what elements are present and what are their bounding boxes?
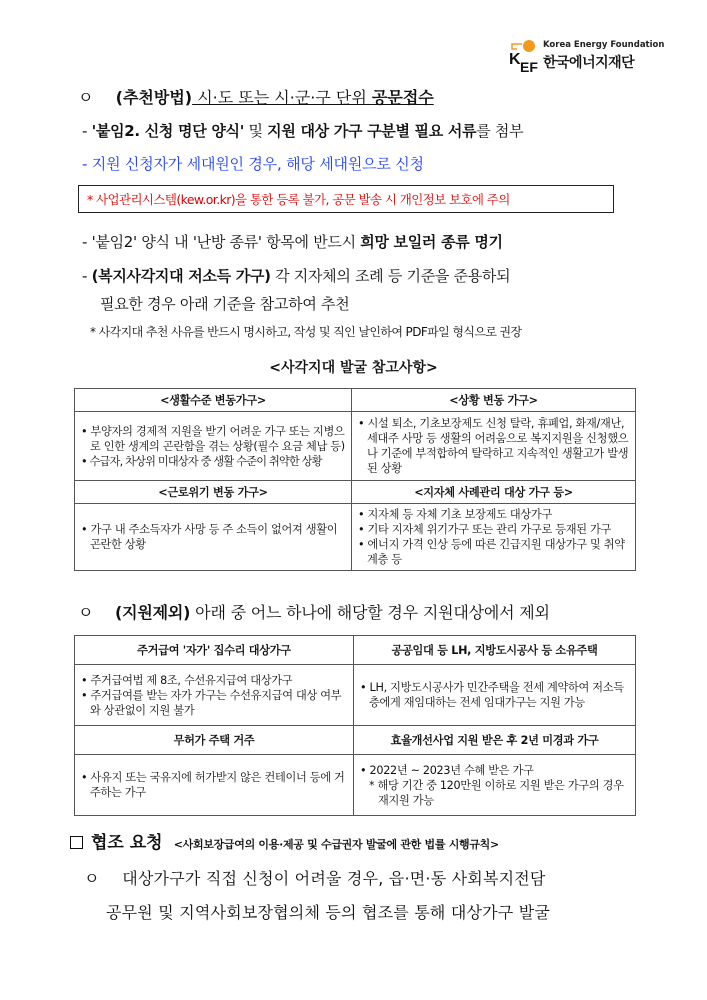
- attachment-and: 및: [244, 122, 268, 140]
- list-item: • 에너지 가격 인상 등에 따른 긴급지원 대상가구 및 취약계층 등: [358, 538, 625, 566]
- list-item-note: * 해당 기간 중 120만원 이하로 지원 받은 가구의 경우 재지원 가능: [369, 778, 624, 807]
- table2-cell-housing-benefit: [75, 665, 354, 726]
- attachment-line: [82, 120, 523, 141]
- recommend-method-line: [78, 85, 434, 108]
- table1-header-situation: <상황 변동 가구>: [352, 389, 636, 412]
- dash: -: [82, 122, 92, 140]
- table1-cell-situation: [352, 412, 636, 481]
- list-item: • 주거급여를 받는 자가 가구는 수선유지급여 대상 여부와 상관없이 지원 불가: [81, 688, 342, 717]
- bullet-o: ㅇ: [78, 88, 94, 107]
- checkbox-square-icon: [70, 836, 83, 849]
- coop-request-heading: [70, 828, 499, 853]
- welfare-blind-spot-label: (복지사각지대 저소득 가구): [91, 267, 271, 285]
- household-member-note: - 지원 신청자가 세대원인 경우, 해당 세대원으로 신청: [82, 155, 424, 173]
- table2-cell-efficiency: [354, 755, 636, 816]
- list-item: • 사유지 또는 국유지에 허가받지 않은 컨테이너 등에 거주하는 가구: [81, 771, 345, 799]
- table1-cell-living: [75, 412, 352, 481]
- table1-header-living: <생활수준 변동가구>: [75, 389, 352, 412]
- blind-spot-reference-title: <사각지대 발굴 참고사항>: [269, 360, 438, 376]
- coop-request-text-1: 대상가구가 직접 신청이 어려울 경우, 읍·면·동 사회복지전담: [122, 869, 546, 888]
- exclusion-text: 아래 중 어느 하나에 해당할 경우 지원대상에서 제외: [190, 603, 550, 622]
- heating-type-line: [82, 231, 503, 252]
- blind-spot-reference-table: [74, 388, 636, 571]
- dash: -: [82, 267, 92, 285]
- recommend-method-desc: 시·도 또는 시·군·구 단위: [192, 88, 372, 107]
- table1-header-work: <근로위기 변동 가구>: [75, 481, 352, 504]
- attachment-form-name: '붙임2. 신청 명단 양식': [91, 122, 245, 140]
- kef-logo-icon: [509, 40, 539, 74]
- list-item: • 주거급여법 제 8조, 수선유지급여 대상가구: [81, 673, 293, 687]
- exclusion-table: [74, 635, 636, 816]
- table2-cell-public-rental: [354, 665, 636, 726]
- recommend-method-emphasis: 공문접수: [371, 88, 434, 107]
- logo-korean-name: 한국에너지재단: [543, 55, 635, 71]
- attachment-end: 를 첨부: [476, 122, 524, 140]
- exclusion-label: (지원제외): [115, 603, 191, 622]
- coop-request-line-1: [84, 866, 546, 889]
- list-item: • 2022년 ~ 2023년 수혜 받은 가구: [360, 763, 534, 777]
- coop-request-line-2: 공무원 및 지역사회보장협의체 등의 협조를 통해 대상가구 발굴: [106, 903, 551, 922]
- list-item: • 수급자, 차상위 미대상자 중 생활 수준이 취약한 상황: [81, 454, 322, 468]
- welfare-blind-spot-line-2: 필요한 경우 아래 기준을 참고하여 추천: [100, 295, 350, 313]
- table2-header-efficiency: 효율개선사업 지원 받은 후 2년 미경과 가구: [354, 726, 636, 755]
- table2-header-housing-benefit: 주거급여 '자가' 집수리 대상가구: [75, 636, 354, 665]
- heating-type-emphasis: 희망 보일러 종류 명기: [360, 233, 503, 251]
- attachment-docs: 지원 대상 가구 구분별 필요 서류: [267, 122, 477, 140]
- list-item: • 가구 내 주소득자가 사망 등 주 소득이 없어져 생활이 곤란한 상황: [81, 523, 338, 551]
- svg-text:K: K: [509, 51, 521, 68]
- coop-request-law-ref: <사회보장급여의 이용·제공 및 수급권자 발굴에 관한 법률 시행규칙>: [173, 838, 499, 851]
- coop-request-title: 협조 요청: [91, 833, 163, 853]
- bullet-o: ㅇ: [78, 603, 94, 622]
- recommend-method-text: [192, 88, 434, 107]
- table2-header-public-rental: 공공임대 등 LH, 지방도시공사 등 소유주택: [354, 636, 636, 665]
- welfare-blind-spot-line: [82, 265, 510, 286]
- table2-header-unlicensed: 무허가 주택 거주: [75, 726, 354, 755]
- table1-header-local: <지자체 사례관리 대상 가구 등>: [352, 481, 636, 504]
- list-item: • LH, 지방도시공사가 민간주택을 전세 계약하여 저소득층에게 재임대하는 전세 임대가구는 지원 가능: [360, 681, 624, 709]
- recommend-method-label: (추천방법): [115, 88, 193, 107]
- recommend-reason-note: * 사각지대 추천 사유를 반드시 명시하고, 작성 및 직인 날인하여 PDF파일 형식으로 권장: [90, 325, 522, 339]
- logo-english-name: Korea Energy Foundation: [543, 40, 665, 50]
- exclusion-line: [78, 600, 550, 623]
- heating-type-text: - '붙임2' 양식 내 '난방 종류' 항목에 반드시: [82, 233, 361, 251]
- list-item: • 기타 지자체 위기가구 또는 관리 가구로 등재된 가구: [358, 523, 611, 536]
- privacy-alert-box: * 사업관리시스템(kew.or.kr)을 통한 등록 불가, 공문 발송 시 개인정보 보호에 주의: [78, 185, 614, 213]
- welfare-blind-spot-text: 각 지자체의 조례 등 기준을 준용하되: [270, 267, 511, 285]
- list-item: • 부양자의 경제적 지원을 받기 어려운 가구 또는 지병으로 인한 생계의 곤란함을 겪는 상황(필수 요금 체납 등): [81, 424, 345, 453]
- table2-cell-unlicensed: [75, 755, 354, 816]
- list-item: • 시설 퇴소, 기초보장제도 신청 탈락, 휴폐업, 화재/재난, 세대주 사망 등 생활의 어려움으로 복지지원을 신청했으나 기준에 부적합하여 탈락하고 지속적인 생활고가 발생된 상황: [358, 417, 629, 475]
- svg-text:EF: EF: [520, 59, 538, 74]
- table1-cell-work: [75, 504, 352, 571]
- bullet-o: ㅇ: [84, 869, 100, 888]
- list-item: • 지자체 등 자체 기초 보장제도 대상가구: [358, 508, 552, 521]
- table1-cell-local: [352, 504, 636, 571]
